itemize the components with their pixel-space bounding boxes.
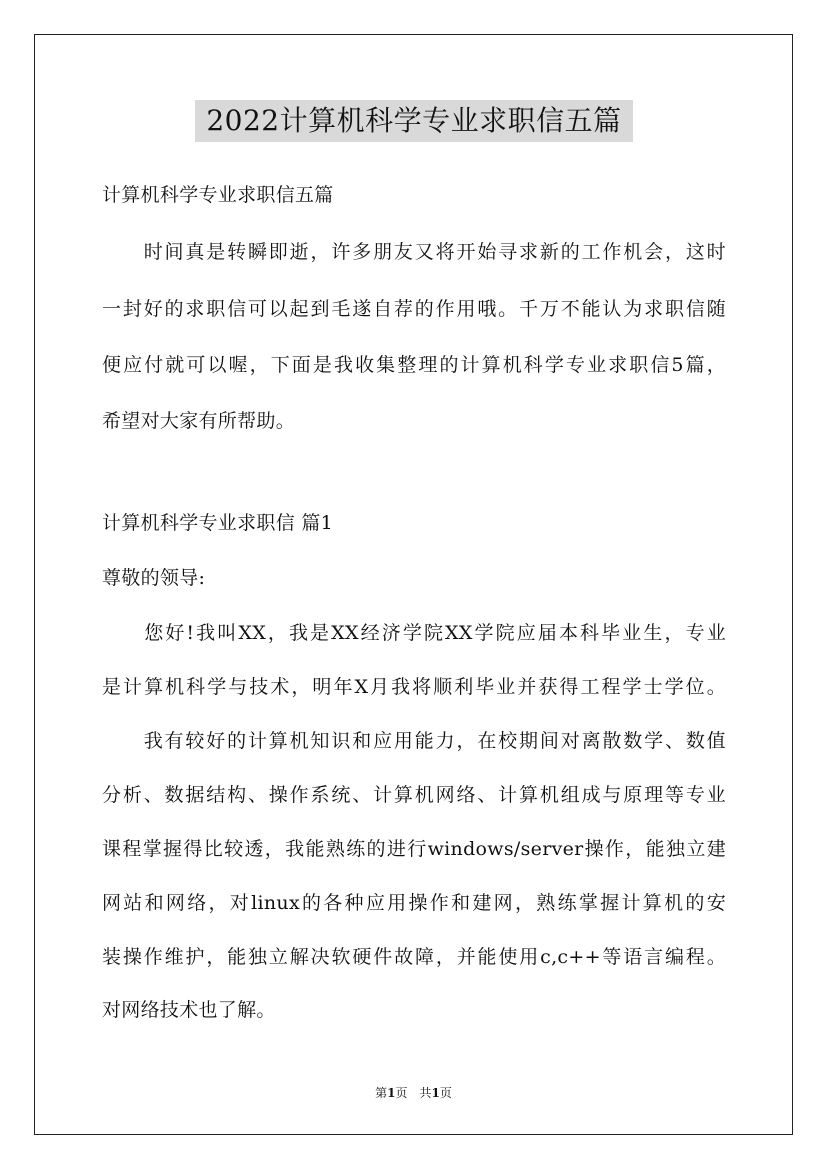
footer-page-prefix: 第: [375, 1086, 388, 1100]
section-heading: 计算机科学专业求职信 篇1: [102, 512, 334, 534]
footer-page-suffix: 页: [439, 1086, 452, 1100]
paragraph-line: 分析、数据结构、操作系统、计算机网络、计算机组成与原理等专业: [102, 784, 726, 806]
footer-page-number: 1: [387, 1086, 396, 1100]
footer-page-mid: 页 共: [395, 1086, 432, 1100]
document-subtitle: 计算机科学专业求职信五篇: [102, 184, 334, 206]
paragraph-line: 我有较好的计算机知识和应用能力，在校期间对离散数学、数值: [102, 730, 726, 752]
footer-page-total: 1: [431, 1086, 440, 1100]
paragraph-line: 装操作维护，能独立解决软硬件故障，并能使用c,c++等语言编程。: [102, 946, 726, 968]
paragraph-line: 是计算机科学与技术，明年X月我将顺利毕业并获得工程学士学位。: [102, 676, 726, 698]
salutation: 尊敬的领导:: [102, 567, 206, 589]
intro-line: 便应付就可以喔，下面是我收集整理的计算机科学专业求职信5篇，: [102, 354, 726, 376]
page-footer: [0, 1084, 827, 1101]
paragraph-line: 您好!我叫XX，我是XX经济学院XX学院应届本科毕业生，专业: [102, 622, 726, 644]
intro-line: 时间真是转瞬即逝，许多朋友又将开始寻求新的工作机会，这时: [102, 241, 726, 263]
intro-line: 一封好的求职信可以起到毛遂自荐的作用哦。千万不能认为求职信随: [102, 298, 726, 320]
intro-line: 希望对大家有所帮助。: [102, 410, 296, 432]
document-title: 2022计算机科学专业求职信五篇: [195, 100, 633, 142]
paragraph-line: 对网络技术也了解。: [102, 999, 276, 1021]
paragraph-line: 课程掌握得比较透，我能熟练的进行windows/server操作，能独立建: [102, 838, 726, 860]
paragraph-line: 网站和网络，对linux的各种应用操作和建网，熟练掌握计算机的安: [102, 892, 726, 914]
